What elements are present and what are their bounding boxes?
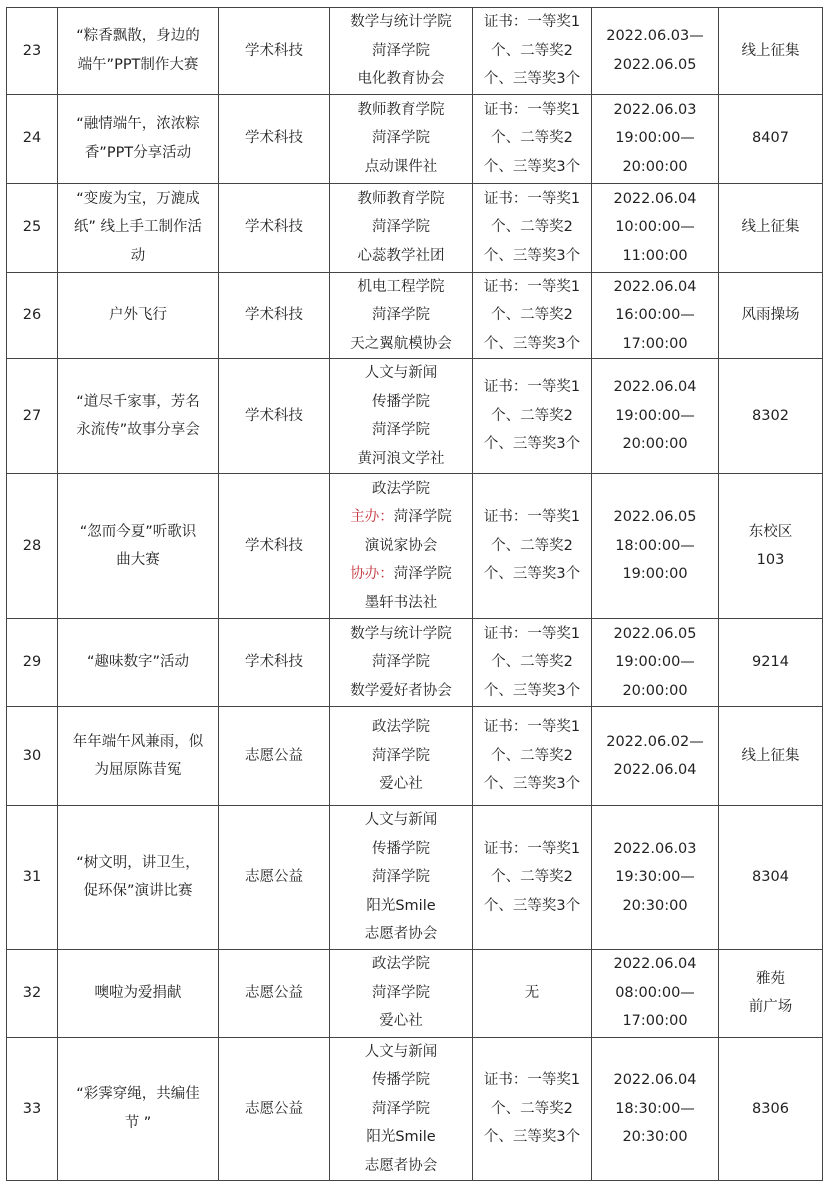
time-cell <box>592 272 719 359</box>
award-line: 个、三等奖3个 <box>483 776 581 793</box>
time-line: 2022.06.03— <box>606 28 704 45</box>
location-line: 线上征集 <box>741 747 800 764</box>
organizer-line <box>332 153 470 182</box>
organizer-name: 志愿者协会 <box>364 1157 438 1174</box>
organizer-line <box>332 950 470 979</box>
award-line: 证书：一等奖1 <box>483 379 581 396</box>
organizer-line <box>332 620 470 649</box>
activity-name-cell <box>58 183 219 272</box>
award-line: 证书：一等奖1 <box>483 840 581 857</box>
award-cell <box>473 1037 592 1181</box>
activity-name-cell <box>58 272 219 359</box>
organizer-name: 心蕊教学社团 <box>357 247 445 264</box>
activity-name-line: “树文明，讲卫生， <box>76 854 200 871</box>
award-cell <box>473 94 592 183</box>
organizer-name: 爱心社 <box>379 1013 423 1030</box>
activity-name-line: “忽而今夏”听歌识 <box>79 523 197 540</box>
organizer-name: 黄河浪文学社 <box>357 450 445 467</box>
location-line: 前广场 <box>748 999 793 1015</box>
time-cell <box>592 619 719 707</box>
time-line: 18:30:00— <box>615 1100 695 1117</box>
row-number-cell: 23 <box>7 8 58 95</box>
category-cell: 学术科技 <box>219 474 330 619</box>
organizer-cell <box>330 619 473 707</box>
time-line: 19:00:00— <box>615 654 695 671</box>
time-line: 19:30:00— <box>615 869 695 885</box>
row-number-cell: 27 <box>7 359 58 474</box>
organizer-cell <box>330 949 473 1037</box>
category-cell: 学术科技 <box>219 183 330 272</box>
time-cell <box>592 474 719 619</box>
award-line: 证书：一等奖1 <box>483 625 581 642</box>
activity-name-cell <box>58 359 219 474</box>
location-cell <box>719 707 823 806</box>
category-cell: 学术科技 <box>219 8 330 95</box>
time-line: 2022.06.05 <box>613 56 697 73</box>
organizer-name: 菏泽学院 <box>372 654 430 671</box>
activity-table <box>6 7 823 1181</box>
time-line: 20:00:00 <box>622 158 688 175</box>
award-line: 个、三等奖3个 <box>483 247 581 264</box>
organizer-line <box>332 742 470 771</box>
organizer-name: 数学与统计学院 <box>350 625 452 642</box>
organizer-name: 阳光Smile <box>366 897 436 914</box>
award-line: 证书：一等奖1 <box>483 14 581 30</box>
row-number-cell: 32 <box>7 949 58 1037</box>
table-row <box>7 619 823 707</box>
organizer-line <box>332 892 470 921</box>
time-cell <box>592 359 719 474</box>
location-line: 线上征集 <box>741 219 800 236</box>
table-row <box>7 359 823 474</box>
organizer-name: 传播学院 <box>372 1072 430 1088</box>
award-line: 个、三等奖3个 <box>483 566 581 583</box>
row-number-cell: 24 <box>7 94 58 183</box>
organizer-line <box>332 920 470 949</box>
activity-name-cell <box>58 619 219 707</box>
activity-name-line: “粽香飘散，身边的 <box>76 28 200 45</box>
organizer-name: 爱心社 <box>379 776 423 793</box>
award-cell <box>473 272 592 359</box>
time-cell <box>592 183 719 272</box>
award-cell <box>473 8 592 95</box>
award-line: 无 <box>524 984 540 1001</box>
organizer-line <box>332 979 470 1008</box>
activity-name-line: 噢啦为爱捐献 <box>94 984 182 1001</box>
table-row <box>7 949 823 1037</box>
location-line: 8304 <box>752 869 789 885</box>
organizer-line <box>332 677 470 706</box>
organizer-name: 菏泽学院 <box>372 984 430 1001</box>
organizer-name: 菏泽学院 <box>372 130 430 147</box>
activity-name-line: 永流传”故事分享会 <box>76 422 200 438</box>
time-line: 19:00:00 <box>622 566 688 583</box>
activity-name-line: “趣味数字”活动 <box>86 654 190 671</box>
activity-name-line: 香”PPT分享活动 <box>84 144 192 161</box>
location-line: 雅苑 <box>756 970 785 987</box>
award-line: 个、二等奖2 <box>491 1100 573 1117</box>
location-cell <box>719 8 823 95</box>
row-number-cell: 30 <box>7 707 58 806</box>
time-line: 2022.06.02— <box>606 733 704 750</box>
time-line: 2022.06.04 <box>613 762 697 778</box>
organizer-name: 菏泽学院 <box>372 422 430 438</box>
category-cell: 志愿公益 <box>219 806 330 950</box>
time-cell <box>592 8 719 95</box>
organizer-cell <box>330 272 473 359</box>
award-cell <box>473 806 592 950</box>
time-line: 2022.06.03 <box>613 101 697 118</box>
time-cell <box>592 707 719 806</box>
organizer-line <box>332 37 470 66</box>
location-line: 线上征集 <box>741 42 800 59</box>
activity-name-cell <box>58 707 219 806</box>
award-cell <box>473 949 592 1037</box>
organizer-line <box>332 213 470 242</box>
organizer-name: 菏泽学院 <box>372 747 430 764</box>
organizer-name: 菏泽学院 <box>372 307 430 323</box>
location-cell <box>719 1037 823 1181</box>
award-line: 个、二等奖2 <box>491 537 573 554</box>
organizer-name: 菏泽学院 <box>393 566 452 583</box>
organizer-line <box>332 1038 470 1067</box>
activity-name-line: 动 <box>130 247 146 264</box>
category-cell: 志愿公益 <box>219 707 330 806</box>
organizer-name: 人文与新闻 <box>364 812 438 828</box>
organizer-line <box>332 503 470 532</box>
award-line: 个、二等奖2 <box>491 130 573 147</box>
organizer-line <box>332 301 470 330</box>
time-line: 2022.06.05 <box>613 509 697 526</box>
organizer-line <box>332 1095 470 1124</box>
organizer-name: 政法学院 <box>372 480 430 497</box>
time-cell <box>592 949 719 1037</box>
organizer-name: 数学与统计学院 <box>350 14 452 30</box>
organizer-line <box>332 388 470 417</box>
organizer-line <box>332 185 470 214</box>
activity-name-cell <box>58 1037 219 1181</box>
location-line: 8302 <box>752 407 789 424</box>
award-line: 个、三等奖3个 <box>483 71 581 87</box>
row-number-cell: 33 <box>7 1037 58 1181</box>
category-cell: 学术科技 <box>219 94 330 183</box>
activity-name-line: 户外飞行 <box>109 307 167 323</box>
organizer-name: 菏泽学院 <box>372 1100 430 1117</box>
organizer-name: 菏泽学院 <box>372 869 430 885</box>
time-line: 2022.06.04 <box>613 379 697 396</box>
location-line: 东校区 <box>748 523 793 540</box>
award-line: 证书：一等奖1 <box>483 101 581 118</box>
time-line: 16:00:00— <box>615 307 695 323</box>
organizer-line <box>332 330 470 359</box>
award-line: 个、二等奖2 <box>491 869 573 885</box>
organizer-name: 菏泽学院 <box>372 219 430 236</box>
activity-name-line: “变废为宝，万漉成 <box>76 190 200 207</box>
award-line: 个、二等奖2 <box>491 219 573 236</box>
time-line: 2022.06.04 <box>613 956 697 973</box>
table-row <box>7 1037 823 1181</box>
time-line: 2022.06.04 <box>613 190 697 207</box>
time-line: 2022.06.05 <box>613 625 697 642</box>
organizer-line <box>332 1066 470 1095</box>
time-line: 17:00:00 <box>622 335 688 352</box>
organizer-line <box>332 416 470 445</box>
row-number-cell: 31 <box>7 806 58 950</box>
award-line: 证书：一等奖1 <box>483 190 581 207</box>
table-row <box>7 474 823 619</box>
location-cell <box>719 94 823 183</box>
organizer-cell <box>330 1037 473 1181</box>
time-line: 19:00:00— <box>615 130 695 147</box>
activity-name-cell <box>58 94 219 183</box>
award-cell <box>473 183 592 272</box>
location-line: 103 <box>756 552 785 568</box>
organizer-cell <box>330 8 473 95</box>
award-cell <box>473 474 592 619</box>
award-line: 个、二等奖2 <box>491 42 573 59</box>
activity-name-line: 端午”PPT制作大赛 <box>77 56 199 73</box>
organizer-name: 数学爱好者协会 <box>350 682 452 699</box>
location-line: 风雨操场 <box>741 307 800 323</box>
organizer-name: 演说家协会 <box>364 537 438 554</box>
time-cell <box>592 94 719 183</box>
category-cell: 学术科技 <box>219 619 330 707</box>
award-line: 个、二等奖2 <box>491 654 573 671</box>
activity-name-cell <box>58 949 219 1037</box>
organizer-name: 传播学院 <box>372 393 430 410</box>
organizer-name: 机电工程学院 <box>357 278 445 295</box>
organizer-line <box>332 648 470 677</box>
organizer-line <box>332 532 470 561</box>
award-line: 个、三等奖3个 <box>483 335 581 352</box>
time-line: 20:30:00 <box>622 1129 688 1145</box>
location-cell <box>719 474 823 619</box>
award-line: 个、三等奖3个 <box>483 436 581 453</box>
organizer-name: 传播学院 <box>372 840 430 857</box>
table-row <box>7 806 823 950</box>
organizer-line <box>332 124 470 153</box>
time-line: 20:00:00 <box>622 682 688 699</box>
organizer-cell <box>330 94 473 183</box>
organizer-line <box>332 359 470 388</box>
organizer-line <box>332 242 470 271</box>
location-cell <box>719 272 823 359</box>
row-number-cell: 25 <box>7 183 58 272</box>
time-line: 17:00:00 <box>622 1013 688 1030</box>
location-cell <box>719 806 823 950</box>
organizer-line <box>332 1123 470 1152</box>
activity-name-cell <box>58 8 219 95</box>
location-line: 8407 <box>752 130 789 147</box>
activity-name-line: “融情端午，浓浓粽 <box>76 116 200 132</box>
location-cell <box>719 359 823 474</box>
organizer-name: 教师教育学院 <box>357 190 445 207</box>
organizer-cell <box>330 359 473 474</box>
location-cell <box>719 949 823 1037</box>
organizer-line <box>332 835 470 864</box>
row-number-cell: 26 <box>7 272 58 359</box>
organizer-line <box>332 273 470 302</box>
organizer-name: 墨轩书法社 <box>364 594 438 611</box>
time-line: 08:00:00— <box>615 984 695 1001</box>
table-row <box>7 8 823 95</box>
organizer-name: 菏泽学院 <box>393 509 452 526</box>
activity-name-line: 曲大赛 <box>116 552 160 568</box>
time-line: 18:00:00— <box>615 537 695 554</box>
activity-name-line: 纸” 线上手工制作活 <box>73 219 203 236</box>
award-line: 证书：一等奖1 <box>483 1072 581 1088</box>
award-line: 证书：一等奖1 <box>483 278 581 295</box>
organizer-line <box>332 806 470 835</box>
organizer-line <box>332 589 470 618</box>
time-line: 10:00:00— <box>615 219 695 236</box>
organizer-line <box>332 96 470 125</box>
activity-name-line: 促环保”演讲比赛 <box>83 883 193 900</box>
organizer-role-label: 主办： <box>350 509 394 526</box>
activity-name-cell <box>58 474 219 619</box>
organizer-name: 菏泽学院 <box>372 42 430 59</box>
organizer-line <box>332 445 470 474</box>
activity-name-line: 为屈原陈昔冤 <box>94 762 182 778</box>
time-line: 2022.06.04 <box>613 1072 697 1088</box>
category-cell: 志愿公益 <box>219 1037 330 1181</box>
activity-name-line: 年年端午风兼雨，似 <box>72 733 204 750</box>
table-row <box>7 707 823 806</box>
organizer-role-label: 协办： <box>350 566 394 583</box>
organizer-line <box>332 713 470 742</box>
organizer-line <box>332 863 470 892</box>
organizer-cell <box>330 707 473 806</box>
organizer-name: 人文与新闻 <box>364 365 438 381</box>
category-cell: 学术科技 <box>219 359 330 474</box>
award-line: 个、三等奖3个 <box>483 682 581 699</box>
organizer-name: 政法学院 <box>372 719 430 736</box>
award-cell <box>473 619 592 707</box>
award-line: 个、二等奖2 <box>491 407 573 424</box>
organizer-line <box>332 1152 470 1181</box>
location-cell <box>719 183 823 272</box>
location-cell <box>719 619 823 707</box>
award-cell <box>473 707 592 806</box>
location-line: 8306 <box>752 1100 789 1117</box>
award-line: 个、三等奖3个 <box>483 158 581 175</box>
award-line: 个、二等奖2 <box>491 747 573 764</box>
organizer-line <box>332 560 470 589</box>
table-row <box>7 272 823 359</box>
row-number-cell: 28 <box>7 474 58 619</box>
location-line: 9214 <box>752 654 789 671</box>
organizer-cell <box>330 806 473 950</box>
time-line: 11:00:00 <box>622 247 688 264</box>
award-line: 个、三等奖3个 <box>483 897 581 914</box>
organizer-name: 电化教育协会 <box>357 71 445 87</box>
time-line: 2022.06.04 <box>613 278 697 295</box>
category-cell: 志愿公益 <box>219 949 330 1037</box>
organizer-name: 政法学院 <box>372 956 430 973</box>
table-row <box>7 183 823 272</box>
row-number-cell: 29 <box>7 619 58 707</box>
table-row <box>7 94 823 183</box>
organizer-name: 教师教育学院 <box>357 101 445 118</box>
organizer-name: 人文与新闻 <box>364 1043 438 1060</box>
organizer-name: 阳光Smile <box>366 1129 436 1145</box>
organizer-name: 志愿者协会 <box>364 926 438 942</box>
activity-name-line: 节 ” <box>124 1114 152 1131</box>
time-cell <box>592 806 719 950</box>
activity-name-cell <box>58 806 219 950</box>
organizer-line <box>332 65 470 94</box>
award-line: 个、三等奖3个 <box>483 1129 581 1145</box>
award-line: 个、二等奖2 <box>491 307 573 323</box>
award-cell <box>473 359 592 474</box>
organizer-cell <box>330 474 473 619</box>
organizer-line <box>332 1007 470 1036</box>
time-cell <box>592 1037 719 1181</box>
award-line: 证书：一等奖1 <box>483 509 581 526</box>
organizer-line <box>332 8 470 37</box>
organizer-name: 点动课件社 <box>364 158 438 175</box>
activity-name-line: “彩霁穿绳，共编佳 <box>76 1086 200 1103</box>
activity-name-line: “道尽千家事，芳名 <box>76 393 200 410</box>
award-line: 证书：一等奖1 <box>483 719 581 736</box>
organizer-cell <box>330 183 473 272</box>
time-line: 19:00:00— <box>615 407 695 424</box>
category-cell: 学术科技 <box>219 272 330 359</box>
organizer-line <box>332 475 470 504</box>
time-line: 2022.06.03 <box>613 840 697 857</box>
time-line: 20:00:00 <box>622 436 688 453</box>
time-line: 20:30:00 <box>622 897 688 914</box>
organizer-line <box>332 770 470 799</box>
organizer-name: 天之翼航模协会 <box>350 335 452 352</box>
